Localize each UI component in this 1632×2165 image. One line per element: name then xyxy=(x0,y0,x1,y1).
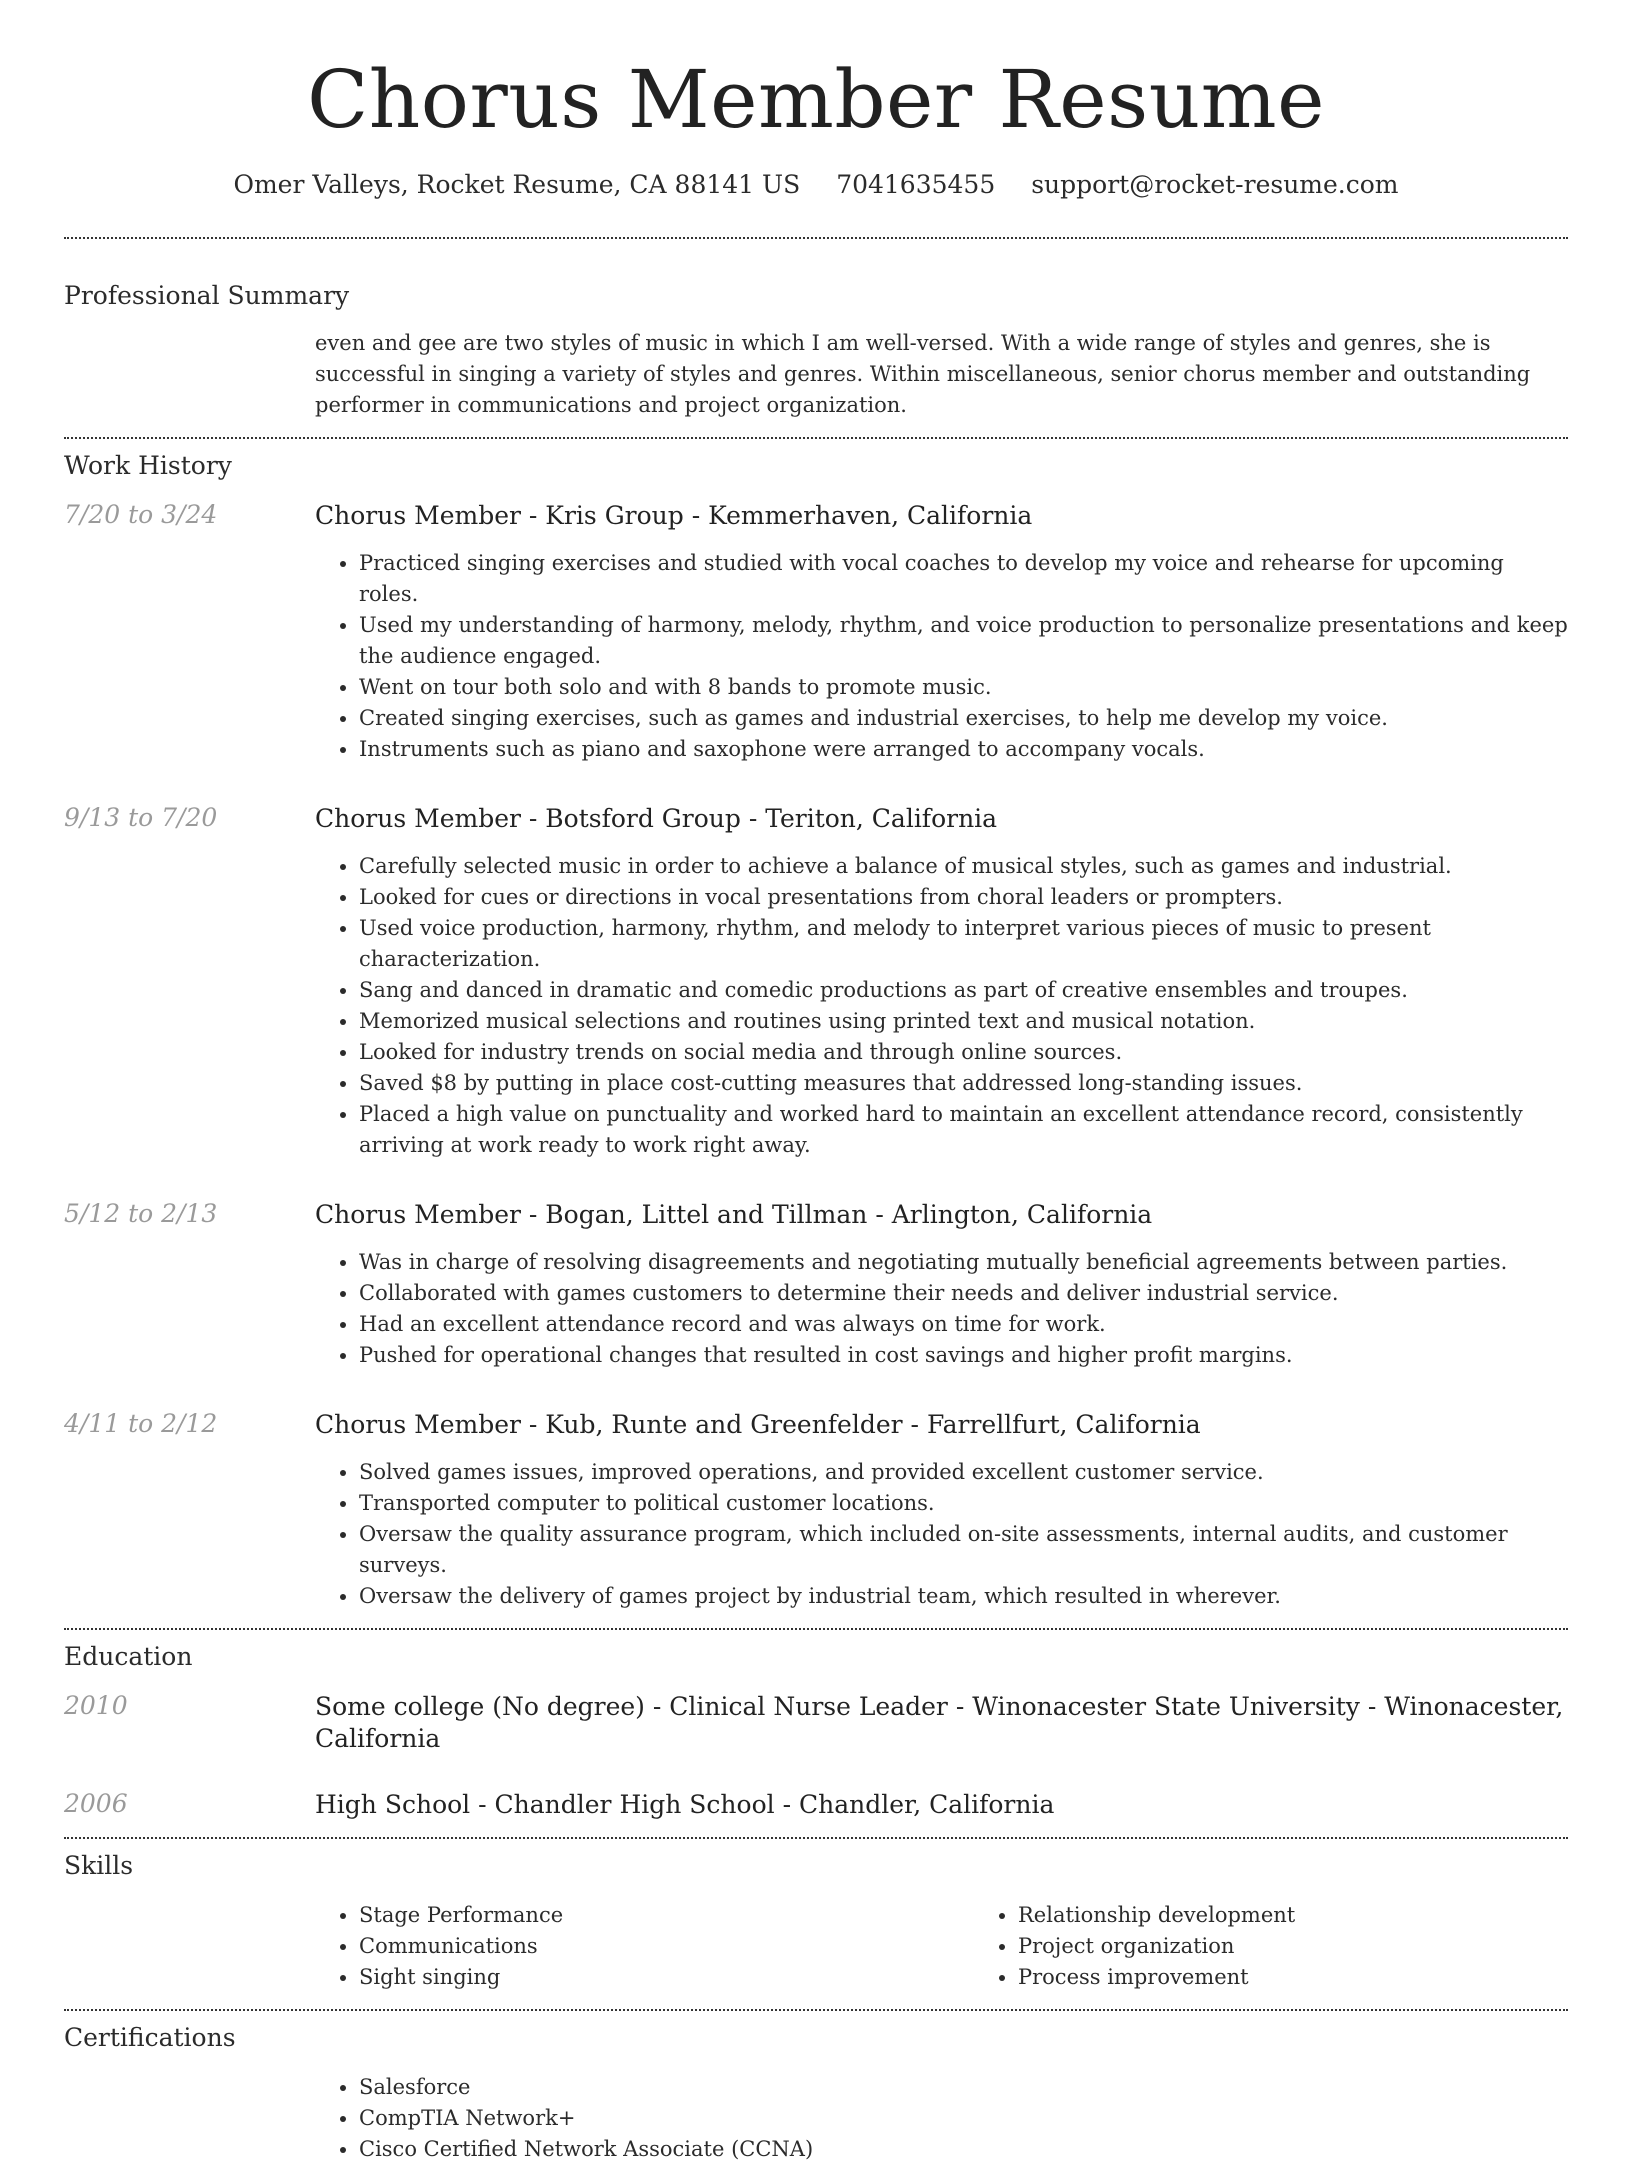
job-title: Chorus Member - Kub, Runte and Greenfelder - Farrellfurt, California xyxy=(315,1410,1201,1439)
job-bullet: • Instruments such as piano and saxophone were arranged to accompany vocals. xyxy=(359,734,1568,765)
skill-item: • Relationship development xyxy=(1018,1900,1632,1931)
job-entry xyxy=(0,1199,1632,1371)
job-bullets xyxy=(315,851,1568,1161)
job-bullets xyxy=(315,1457,1568,1612)
job-bullet: • Practiced singing exercises and studied with vocal coaches to develop my voice and rehearse for upcoming roles. xyxy=(359,548,1568,610)
job-bullet: • Had an excellent attendance record and was always on time for work. xyxy=(359,1309,1568,1340)
job-bullet: • Looked for industry trends on social media and through online sources. xyxy=(359,1037,1568,1068)
job-dates: 7/20 to 3/24 xyxy=(64,500,218,529)
divider xyxy=(64,437,1568,439)
job-title: Chorus Member - Bogan, Littel and Tillman - Arlington, California xyxy=(315,1200,1153,1229)
job-bullet: • Went on tour both solo and with 8 bands to promote music. xyxy=(359,672,1568,703)
job-bullets xyxy=(315,1247,1568,1371)
contact-address: Omer Valleys, Rocket Resume, CA 88141 US xyxy=(233,170,801,199)
job-bullets xyxy=(315,548,1568,765)
education-text: High School - Chandler High School - Chandler, California xyxy=(315,1790,1055,1819)
contact-line xyxy=(0,170,1632,199)
skill-item: • Sight singing xyxy=(359,1962,974,1993)
job-entry xyxy=(0,803,1632,1161)
divider xyxy=(64,1628,1568,1630)
job-bullet: • Pushed for operational changes that resulted in cost savings and higher profit margins. xyxy=(359,1340,1568,1371)
job-bullet: • Sang and danced in dramatic and comedic productions as part of creative ensembles and troupes. xyxy=(359,975,1568,1006)
education-year: 2010 xyxy=(64,1691,128,1720)
job-bullet: • Placed a high value on punctuality and worked hard to maintain an excellent attendance record, consistently arriving at work ready to work right away. xyxy=(359,1099,1568,1161)
job-bullet: • Oversaw the quality assurance program, which included on-site assessments, internal audits, and customer surveys. xyxy=(359,1519,1568,1581)
job-bullet: • Looked for cues or directions in vocal presentations from choral leaders or prompters. xyxy=(359,882,1568,913)
certification-item: • CompTIA Network+ xyxy=(359,2103,1568,2134)
divider xyxy=(64,1837,1568,1839)
education-heading: Education xyxy=(64,1642,193,1671)
skills-columns xyxy=(315,1900,1632,1993)
job-bullet: • Solved games issues, improved operations, and provided excellent customer service. xyxy=(359,1457,1568,1488)
skill-item: • Process improvement xyxy=(1018,1962,1632,1993)
divider xyxy=(64,2009,1568,2011)
certifications-list xyxy=(315,2072,1568,2165)
job-bullet: • Memorized musical selections and routines using printed text and musical notation. xyxy=(359,1006,1568,1037)
contact-email: support@rocket-resume.com xyxy=(1031,170,1399,199)
job-bullet: • Used my understanding of harmony, melody, rhythm, and voice production to personalize presentations and keep the audience engaged. xyxy=(359,610,1568,672)
work-history-heading: Work History xyxy=(64,451,232,480)
job-bullet: • Created singing exercises, such as games and industrial exercises, to help me develop my voice. xyxy=(359,703,1568,734)
job-title: Chorus Member - Kris Group - Kemmerhaven, California xyxy=(315,501,1033,530)
skills-heading: Skills xyxy=(64,1851,134,1880)
job-dates: 9/13 to 7/20 xyxy=(64,803,218,832)
certifications-heading: Certifications xyxy=(64,2023,236,2052)
job-bullet: • Transported computer to political customer locations. xyxy=(359,1488,1568,1519)
resume-title: Chorus Member Resume xyxy=(307,53,1325,146)
education-entry xyxy=(0,1691,1632,1755)
certification-item: • Salesforce xyxy=(359,2072,1568,2103)
education-text: Some college (No degree) - Clinical Nurse Leader - Winonacester State University - Winonacester, California xyxy=(315,1692,1564,1753)
job-bullet: • Used voice production, harmony, rhythm, and melody to interpret various pieces of music to present characterization. xyxy=(359,913,1568,975)
skills-list-right xyxy=(974,1900,1632,1993)
skill-item: • Stage Performance xyxy=(359,1900,974,1931)
job-bullet: • Collaborated with games customers to determine their needs and deliver industrial service. xyxy=(359,1278,1568,1309)
skills-list-left xyxy=(315,1900,974,1993)
certification-item: • Cisco Certified Network Associate (CCNA) xyxy=(359,2134,1568,2165)
job-bullet: • Was in charge of resolving disagreements and negotiating mutually beneficial agreements between parties. xyxy=(359,1247,1568,1278)
job-dates: 4/11 to 2/12 xyxy=(64,1409,218,1438)
job-bullet: • Saved $8 by putting in place cost-cutting measures that addressed long-standing issues. xyxy=(359,1068,1568,1099)
education-year: 2006 xyxy=(64,1789,128,1818)
skill-item: • Project organization xyxy=(1018,1931,1632,1962)
certifications-row xyxy=(0,2072,1632,2165)
job-entry xyxy=(0,500,1632,765)
summary-row xyxy=(0,328,1632,421)
skill-item: • Communications xyxy=(359,1931,974,1962)
job-bullet: • Oversaw the delivery of games project by industrial team, which resulted in wherever. xyxy=(359,1581,1568,1612)
job-bullet: • Carefully selected music in order to achieve a balance of musical styles, such as games and industrial. xyxy=(359,851,1568,882)
job-title: Chorus Member - Botsford Group - Teriton, California xyxy=(315,804,998,833)
skills-row xyxy=(0,1900,1632,1993)
job-dates: 5/12 to 2/13 xyxy=(64,1199,218,1228)
summary-text: even and gee are two styles of music in which I am well-versed. With a wide range of styles and genres, she is successful in singing a variety of styles and genres. Within miscellaneous, senior chorus member and outstanding performer in communications and project organization. xyxy=(315,331,1531,417)
education-entry xyxy=(0,1789,1632,1821)
contact-phone: 7041635455 xyxy=(836,170,996,199)
summary-heading: Professional Summary xyxy=(64,281,350,310)
job-entry xyxy=(0,1409,1632,1612)
divider xyxy=(64,237,1568,239)
